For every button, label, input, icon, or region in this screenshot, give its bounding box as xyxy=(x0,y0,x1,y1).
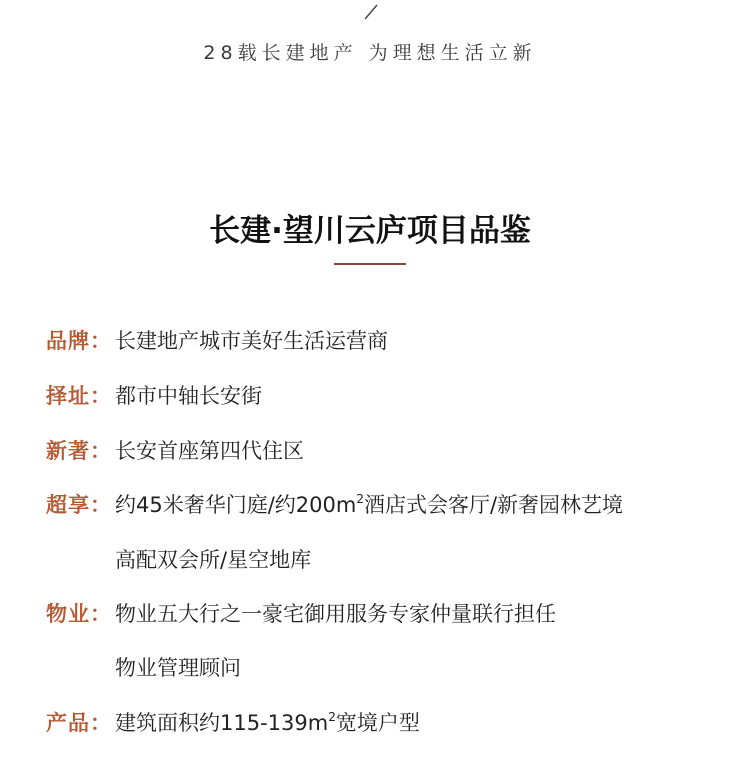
info-row-amenities-cont xyxy=(115,543,311,575)
info-label-new-work: 新著： xyxy=(46,439,112,463)
info-label-location: 择址： xyxy=(46,384,112,408)
info-row-property-cont xyxy=(115,651,241,683)
info-value-brand: 长建地产城市美好生活运营商 xyxy=(115,329,388,353)
tagline: 28载长建地产 为理想生活立新 xyxy=(203,42,537,64)
info-label-amenities: 超享： xyxy=(46,493,112,517)
info-label-brand: 品牌： xyxy=(46,329,112,353)
amenities-sup: 2 xyxy=(356,492,364,506)
info-value-property-line2: 物业管理顾问 xyxy=(115,656,241,680)
info-row-new-work xyxy=(46,434,304,466)
info-value-location: 都市中轴长安街 xyxy=(115,384,262,408)
info-row-amenities xyxy=(46,488,623,520)
info-value-product xyxy=(115,707,420,737)
title-underline xyxy=(334,263,406,265)
info-row-product xyxy=(46,706,420,738)
product-text-b: 宽境户型 xyxy=(335,711,420,735)
info-value-amenities xyxy=(115,489,623,519)
info-value-amenities-line2: 高配双会所/星空地库 xyxy=(115,548,312,572)
info-row-location xyxy=(46,379,262,411)
info-row-property xyxy=(46,597,556,629)
info-label-property: 物业： xyxy=(46,602,112,626)
amenities-text-a: 约45米奢华门庭/约200m xyxy=(115,493,357,517)
amenities-text-b: 酒店式会客厅/新奢园林艺境 xyxy=(363,493,624,517)
product-text-a: 建筑面积约115-139m xyxy=(115,711,329,735)
product-sup: 2 xyxy=(328,710,336,724)
info-label-product: 产品： xyxy=(46,711,112,735)
info-value-new-work: 长安首座第四代住区 xyxy=(115,439,304,463)
page-title: 长建·望川云庐项目品鉴 xyxy=(209,213,531,249)
info-row-brand xyxy=(46,324,388,356)
slash-decoration xyxy=(362,4,380,20)
info-value-property: 物业五大行之一豪宅御用服务专家仲量联行担任 xyxy=(115,602,556,626)
